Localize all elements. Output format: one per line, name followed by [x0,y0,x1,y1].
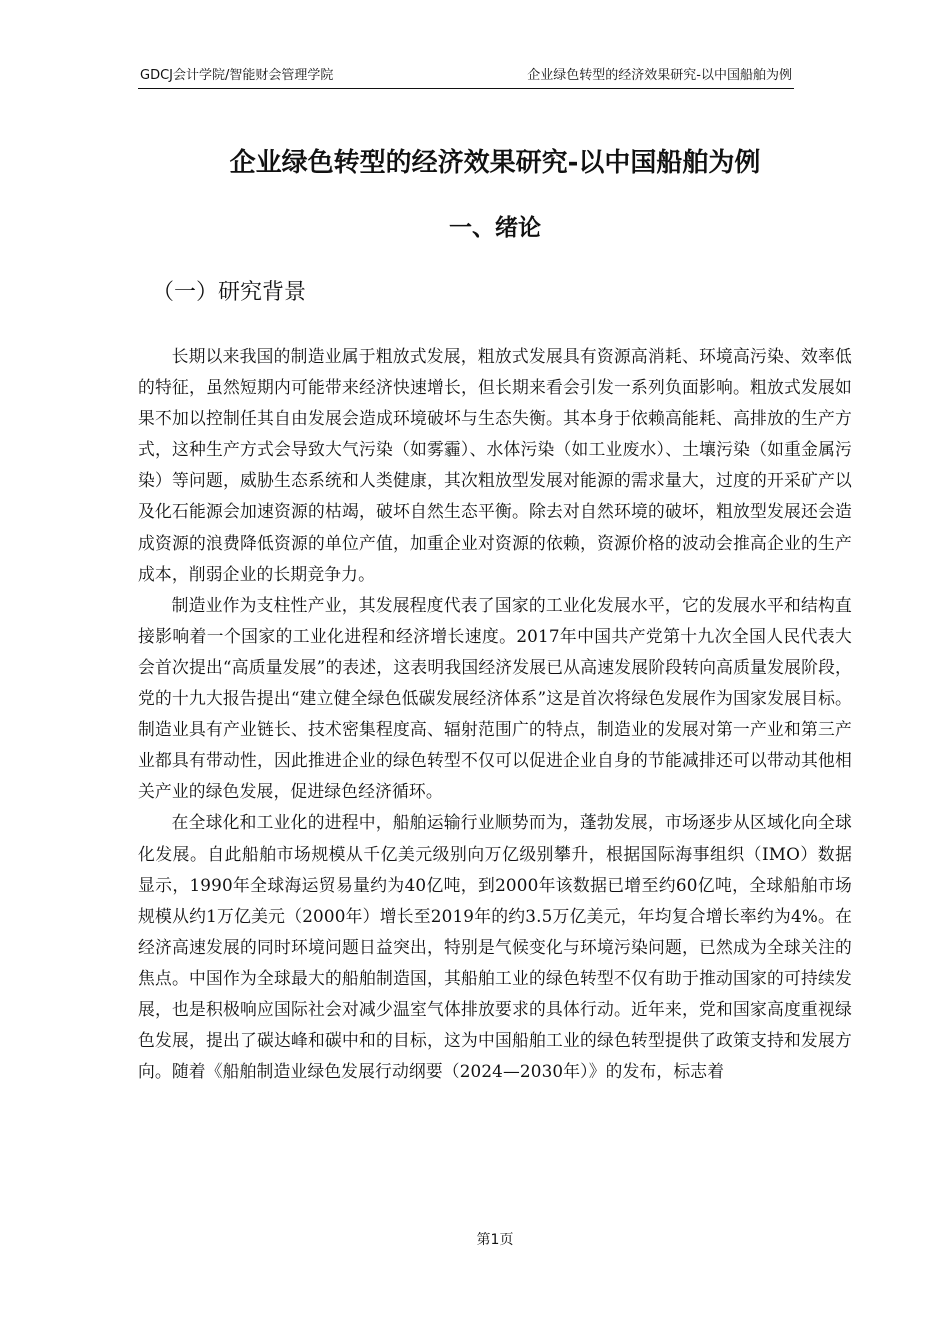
chapter-heading: 一、绪论 [449,215,541,241]
paragraph-1: 长期以来我国的制造业属于粗放式发展，粗放式发展具有资源高消耗、环境高污染、效率低的特征，虽然短期内可能带来经济快速增长，但长期来看会引发一系列负面影响。粗放式发展如果不加以控制任其自由发展会造成环境破坏与生态失衡。其本身于依赖高能耗、高排放的生产方式，这种生产方式会导致大气污染（如雾霾）、水体污染（如工业废水）、土壤污染（如重金属污染）等问题，威胁生态系统和人类健康，其次粗放型发展对能源的需求量大，过度的开采矿产以及化石能源会加速资源的枯竭，破坏自然生态平衡。除去对自然环境的破坏，粗放型发展还会造成资源的浪费降低资源的单位产值，加重企业对资源的依赖，资源价格的波动会推高企业的生产成本，削弱企业的长期竞争力。 [138,346,852,584]
paragraph-3: 在全球化和工业化的进程中，船舶运输行业顺势而为，蓬勃发展，市场逐步从区域化向全球化发展。自此船舶市场规模从千亿美元级别向万亿级别攀升，根据国际海事组织（IMO）数据显示，1990年全球海运贸易量约为40亿吨，到2000年该数据已增至约60亿吨，全球船舶市场规模从约1万亿美元（2000年）增长至2019年的约3.5万亿美元，年均复合增长率约为4%。在经济高速发展的同时环境问题日益突出，特别是气候变化与环境污染问题，已然成为全球关注的焦点。中国作为全球最大的船舶制造国，其船舶工业的绿色转型不仅有助于推动国家的可持续发展，也是积极响应国际社会对减少温室气体排放要求的具体行动。近年来，党和国家高度重视绿色发展，提出了碳达峰和碳中和的目标，这为中国船舶工业的绿色转型提供了政策支持和发展方向。随着《船舶制造业绿色发展行动纲要（2024—2030年）》的发布，标志着 [138,812,852,1082]
header-divider [138,88,794,89]
document-title: 企业绿色转型的经济效果研究-以中国船舶为例 [229,148,761,178]
running-header-right: 企业绿色转型的经济效果研究-以中国船舶为例 [527,68,792,83]
body-text [138,341,852,1087]
section-heading: （一）研究背景 [152,280,307,305]
paragraph-2: 制造业作为支柱性产业，其发展程度代表了国家的工业化发展水平，它的发展水平和结构直接影响着一个国家的工业化进程和经济增长速度。2017年中国共产党第十九次全国人民代表大会首次提出“高质量发展”的表述，这表明我国经济发展已从高速发展阶段转向高质量发展阶段，党的十九大报告提出“建立健全绿色低碳发展经济体系”这是首次将绿色发展作为国家发展目标。制造业具有产业链长、技术密集程度高、辐射范围广的特点，制造业的发展对第一产业和第三产业都具有带动性，因此推进企业的绿色转型不仅可以促进企业自身的节能减排还可以带动其他相关产业的绿色发展，促进绿色经济循环。 [138,594,852,802]
page-number: 第1页 [476,1232,514,1248]
running-header-left: GDCJ会计学院/智能财会管理学院 [140,68,334,83]
